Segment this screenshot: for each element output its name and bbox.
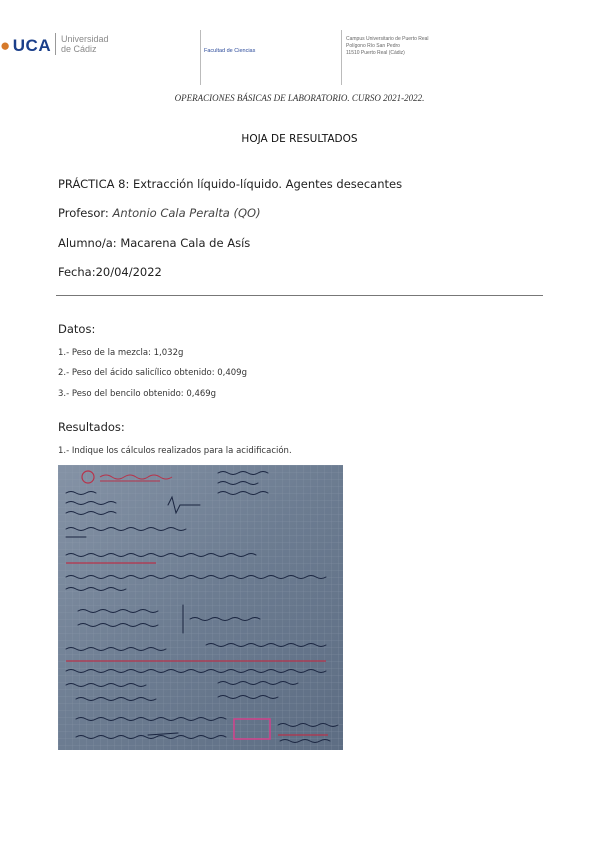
datos-item: 3.- Peso del bencilo obtenido: 0,469g xyxy=(58,389,217,399)
datos-heading: Datos: xyxy=(58,322,96,336)
logo-dot-icon: ● xyxy=(0,36,11,55)
header-divider xyxy=(341,30,342,85)
uca-logo: ● UCA xyxy=(0,36,52,55)
faculty-name: Facultad de Ciencias xyxy=(204,48,256,54)
course-line: OPERACIONES BÁSICAS DE LABORATORIO. CURSO 2021-2022. xyxy=(174,93,425,103)
sheet-title: HOJA DE RESULTADOS xyxy=(241,133,358,145)
profesor-value: Antonio Cala Peralta (QO) xyxy=(112,206,261,220)
resultados-item: 1.- Indique los cálculos realizados para la acidificación. xyxy=(58,446,292,456)
horizontal-rule xyxy=(56,295,543,296)
header-divider xyxy=(200,30,201,85)
profesor-label: Profesor: xyxy=(58,206,109,220)
profesor-field xyxy=(58,206,261,220)
practica-title: PRÁCTICA 8: Extracción líquido-líquido. Agentes desecantes xyxy=(58,177,403,191)
resultados-heading: Resultados: xyxy=(58,420,125,434)
fecha-field: Fecha:20/04/2022 xyxy=(58,265,162,279)
logo-separator xyxy=(55,33,56,55)
campus-address: Campus Universitario de Puerto Real Polígono Río San Pedro 11510 Puerto Real (Cádiz) xyxy=(346,36,429,56)
handwritten-calculations-photo xyxy=(58,465,343,750)
datos-item: 2.- Peso del ácido salicílico obtenido: 0,409g xyxy=(58,368,247,378)
datos-item: 1.- Peso de la mezcla: 1,032g xyxy=(58,348,184,358)
university-name: Universidad de Cádiz xyxy=(61,34,109,54)
alumno-field: Alumno/a: Macarena Cala de Asís xyxy=(58,236,251,250)
notebook-image xyxy=(58,465,343,750)
